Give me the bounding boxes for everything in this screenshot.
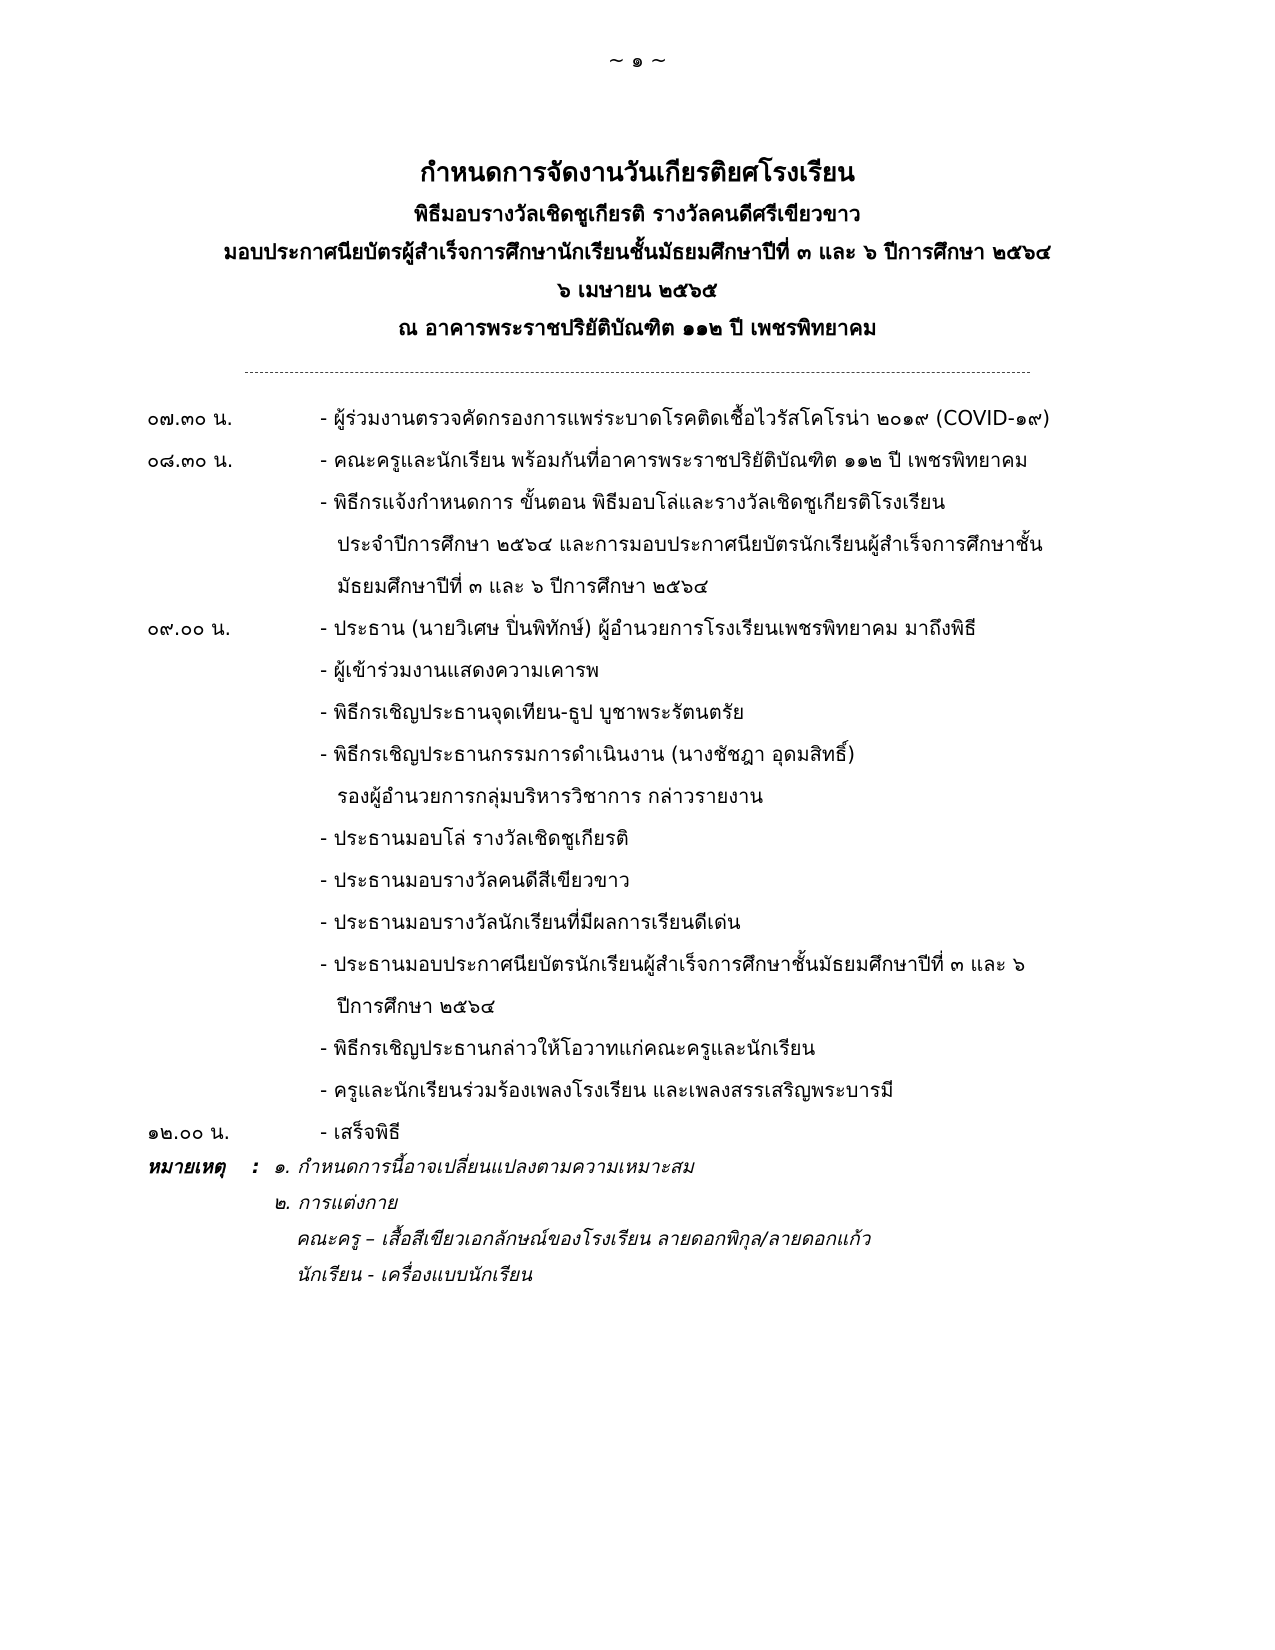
schedule-row <box>0 949 1275 991</box>
event-venue: ณ อาคารพระราชปริยัติบัณฑิต ๑๑๒ ปี เพชรพิทยาคม <box>398 316 877 340</box>
note-row <box>0 1189 1275 1225</box>
event-date: ๖ เมษายน ๒๕๖๕ <box>557 278 718 302</box>
schedule-row <box>0 571 1275 613</box>
schedule-item-text: - ประธานมอบรางวัลนักเรียนที่มีผลการเรียนดีเด่น <box>320 910 741 934</box>
schedule-item-text: - ประธาน (นายวิเศษ ปิ่นพิทักษ์) ผู้อำนวยการโรงเรียนเพชรพิทยาคม มาถึงพิธี <box>320 616 977 640</box>
note-subitem: นักเรียน - เครื่องแบบนักเรียน <box>296 1264 533 1286</box>
schedule-row <box>0 697 1275 739</box>
schedule-item-text: - พิธีกรแจ้งกำหนดการ ขั้นตอน พิธีมอบโล่และรางวัลเชิดชูเกียรติโรงเรียน <box>320 490 946 514</box>
schedule-row <box>0 991 1275 1033</box>
schedule-time: ๐๗.๓๐ น. <box>147 406 233 430</box>
schedule-row <box>0 655 1275 697</box>
schedule-item-text: - ครูและนักเรียนร่วมร้องเพลงโรงเรียน และเพลงสรรเสริญพระบารมี <box>320 1078 894 1102</box>
notes-section <box>0 1153 1275 1297</box>
note-colon: : <box>252 1156 260 1178</box>
schedule-row <box>0 1033 1275 1075</box>
note-row <box>0 1225 1275 1261</box>
note-subitem: คณะครู – เสื้อสีเขียวเอกลักษณ์ของโรงเรียน ลายดอกพิกุล/ลายดอกแก้ว <box>296 1228 871 1250</box>
schedule-item-text: - พิธีกรเชิญประธานกรรมการดำเนินงาน (นางชัชฎา อุดมสิทธิ์) <box>320 742 856 766</box>
schedule-row <box>0 403 1275 445</box>
note-row <box>0 1261 1275 1297</box>
note-item: ๒. การแต่งกาย <box>273 1192 398 1214</box>
page-number: ~ ๑ ~ <box>608 48 667 72</box>
schedule-item-text: ปีการศึกษา ๒๕๖๔ <box>337 994 496 1018</box>
ceremony-subtitle: พิธีมอบรางวัลเชิดชูเกียรติ รางวัลคนดีศรีเขียวขาว <box>414 202 861 226</box>
document-title: กำหนดการจัดงานวันเกียรติยศโรงเรียน <box>420 158 855 188</box>
document-header <box>0 158 1275 354</box>
schedule-row <box>0 823 1275 865</box>
schedule-row <box>0 1075 1275 1117</box>
schedule-item-text: - ผู้เข้าร่วมงานแสดงความเคารพ <box>320 658 600 682</box>
schedule-row <box>0 907 1275 949</box>
schedule-item-text: - ประธานมอบประกาศนียบัตรนักเรียนผู้สำเร็จการศึกษาชั้นมัธยมศึกษาปีที่ ๓ และ ๖ <box>320 952 1026 976</box>
schedule-item-text: - พิธีกรเชิญประธานจุดเทียน-ธูป บูชาพระรัตนตรัย <box>320 700 745 724</box>
certificate-subtitle: มอบประกาศนียบัตรผู้สำเร็จการศึกษานักเรียนชั้นมัธยมศึกษาปีที่ ๓ และ ๖ ปีการศึกษา ๒๕๖๔ <box>223 240 1052 264</box>
dashed-divider <box>245 372 1030 373</box>
schedule-item-text: มัธยมศึกษาปีที่ ๓ และ ๖ ปีการศึกษา ๒๕๖๔ <box>337 574 709 598</box>
schedule-item-text: - ประธานมอบโล่ รางวัลเชิดชูเกียรติ <box>320 826 629 850</box>
schedule-item-text: - ประธานมอบรางวัลคนดีสีเขียวขาว <box>320 868 630 892</box>
note-label: หมายเหตุ <box>147 1156 226 1178</box>
note-row <box>0 1153 1275 1189</box>
schedule-row <box>0 739 1275 781</box>
schedule-item-text: ประจำปีการศึกษา ๒๕๖๔ และการมอบประกาศนียบัตรนักเรียนผู้สำเร็จการศึกษาชั้น <box>337 532 1043 556</box>
schedule-time: ๐๘.๓๐ น. <box>147 448 234 472</box>
schedule-time: ๑๒.๐๐ น. <box>147 1120 231 1144</box>
schedule-row <box>0 613 1275 655</box>
schedule-item-text: - พิธีกรเชิญประธานกล่าวให้โอวาทแก่คณะครูและนักเรียน <box>320 1036 816 1060</box>
schedule-item-text: - เสร็จพิธี <box>320 1120 401 1144</box>
note-item: ๑. กำหนดการนี้อาจเปลี่ยนแปลงตามความเหมาะสม <box>273 1156 694 1178</box>
schedule-row <box>0 529 1275 571</box>
schedule-item-text: - คณะครูและนักเรียน พร้อมกันที่อาคารพระราชปริยัติบัณฑิต ๑๑๒ ปี เพชรพิทยาคม <box>320 448 1028 472</box>
schedule-row <box>0 781 1275 823</box>
schedule-item-text: รองผู้อำนวยการกลุ่มบริหารวิชาการ กล่าวรายงาน <box>337 784 763 808</box>
schedule-time: ๐๙.๐๐ น. <box>147 616 232 640</box>
schedule-row <box>0 445 1275 487</box>
schedule-row <box>0 865 1275 907</box>
schedule-row <box>0 487 1275 529</box>
schedule-item-text: - ผู้ร่วมงานตรวจคัดกรองการแพร่ระบาดโรคติดเชื้อไวรัสโคโรน่า ๒๐๑๙ (COVID-๑๙) <box>320 406 1051 430</box>
schedule-list <box>0 403 1275 1159</box>
